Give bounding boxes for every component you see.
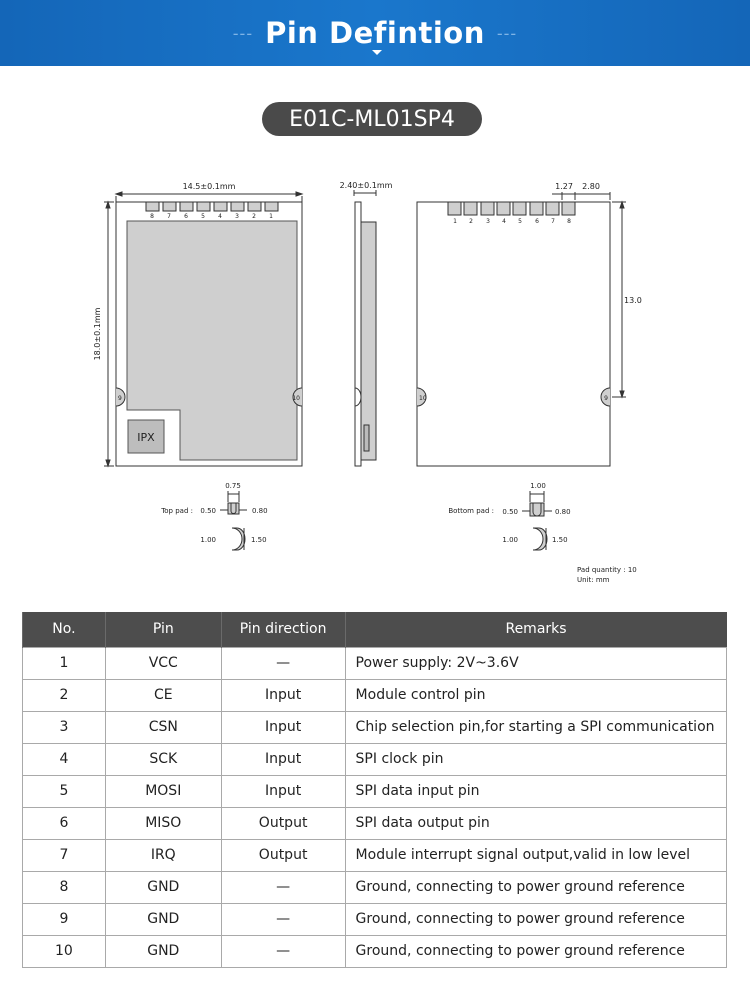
header-no: No. (23, 612, 106, 647)
cell-pin: GND (105, 903, 221, 935)
cell-pin: MISO (105, 807, 221, 839)
cell-pin: SCK (105, 743, 221, 775)
bottom-pad-number: 3 (486, 218, 490, 225)
header-direction: Pin direction (221, 612, 345, 647)
cell-remark: Module control pin (345, 679, 726, 711)
title-banner (0, 0, 750, 66)
cell-no: 6 (23, 807, 106, 839)
bottom-pad-number: 4 (502, 218, 506, 225)
bottom-pad-left-number: 10 (419, 395, 427, 402)
bottom-pad-left: 0.50 (502, 508, 518, 516)
side-view (354, 190, 376, 466)
top-pad-detail (220, 491, 247, 550)
bottom-pad-right-number: 9 (604, 395, 608, 402)
bottom-view (417, 192, 626, 466)
cell-remark: Ground, connecting to power ground reference (345, 935, 726, 967)
title-decor-right: --- (496, 23, 518, 43)
table-row (23, 871, 727, 903)
table-header-row (23, 612, 727, 647)
side-thickness-dim: 2.40±0.1mm (339, 181, 393, 190)
top-pad-number: 3 (235, 213, 239, 220)
bottom-pad-number: 5 (518, 218, 522, 225)
top-pad-number: 1 (269, 213, 273, 220)
bottom-pad-number: 2 (469, 218, 473, 225)
table-row (23, 679, 727, 711)
top-pad-number: 4 (218, 213, 222, 220)
cell-no: 2 (23, 679, 106, 711)
cell-pin: IRQ (105, 839, 221, 871)
table-row (23, 647, 727, 679)
header-remarks: Remarks (345, 612, 726, 647)
cell-no: 1 (23, 647, 106, 679)
cell-no: 7 (23, 839, 106, 871)
cell-remark: SPI data input pin (345, 775, 726, 807)
cell-remark: SPI clock pin (345, 743, 726, 775)
bottom-pad-round-left: 1.00 (502, 536, 518, 544)
top-pad-number: 8 (150, 213, 154, 220)
cell-pin: VCC (105, 647, 221, 679)
bottom-pad-round-right: 1.50 (552, 536, 568, 544)
top-pad-right-number: 10 (292, 395, 300, 402)
bottom-pad-right: 0.80 (555, 508, 571, 516)
table-row (23, 935, 727, 967)
cell-no: 9 (23, 903, 106, 935)
top-pad-number: 7 (167, 213, 171, 220)
table-row (23, 807, 727, 839)
bottom-height-dim: 13.0 (624, 296, 642, 305)
bottom-offset-dim: 2.80 (582, 182, 600, 191)
cell-direction: Output (221, 839, 345, 871)
cell-remark: Module interrupt signal output,valid in low level (345, 839, 726, 871)
cell-remark: Ground, connecting to power ground reference (345, 871, 726, 903)
top-pad-right: 0.80 (252, 507, 268, 515)
cell-no: 4 (23, 743, 106, 775)
top-view (104, 192, 302, 466)
bottom-pad-label: Bottom pad : (448, 507, 494, 515)
cell-direction: — (221, 903, 345, 935)
cell-remark: Chip selection pin,for starting a SPI communication (345, 711, 726, 743)
cell-no: 3 (23, 711, 106, 743)
cell-remark: SPI data output pin (345, 807, 726, 839)
bottom-pad-number: 6 (535, 218, 539, 225)
bottom-pad-number: 8 (567, 218, 571, 225)
cell-direction: Input (221, 711, 345, 743)
cell-direction: Output (221, 807, 345, 839)
cell-pin: GND (105, 871, 221, 903)
cell-no: 8 (23, 871, 106, 903)
unit-note: Unit: mm (577, 576, 610, 584)
table-row (23, 839, 727, 871)
top-pad-number: 5 (201, 213, 205, 220)
top-height-dim: 18.0±0.1mm (93, 307, 102, 361)
cell-direction: Input (221, 743, 345, 775)
cell-pin: CE (105, 679, 221, 711)
bottom-pad-number: 1 (453, 218, 457, 225)
cell-direction: — (221, 871, 345, 903)
top-pad-left: 0.50 (200, 507, 216, 515)
cell-remark: Ground, connecting to power ground reference (345, 903, 726, 935)
top-pad-w: 0.75 (225, 482, 241, 490)
pad-quantity-note: Pad quantity : 10 (577, 566, 637, 574)
top-width-dim: 14.5±0.1mm (182, 182, 236, 191)
cell-pin: GND (105, 935, 221, 967)
bottom-pad-detail (522, 491, 552, 550)
cell-pin: MOSI (105, 775, 221, 807)
header-pin: Pin (105, 612, 221, 647)
table-row (23, 711, 727, 743)
cell-no: 5 (23, 775, 106, 807)
cell-direction: — (221, 647, 345, 679)
cell-direction: Input (221, 775, 345, 807)
table-row (23, 743, 727, 775)
pin-definition-table (22, 612, 727, 968)
top-pad-label: Top pad : (161, 507, 193, 515)
cell-direction: Input (221, 679, 345, 711)
top-pad-left-number: 9 (118, 395, 122, 402)
caret-down-icon (372, 50, 382, 55)
model-name-badge: E01C-ML01SP4 (262, 102, 482, 136)
top-pad-number: 6 (184, 213, 188, 220)
bottom-pitch-dim: 1.27 (555, 182, 573, 191)
bottom-pad-number: 7 (551, 218, 555, 225)
cell-direction: — (221, 935, 345, 967)
top-pad-round-left: 1.00 (200, 536, 216, 544)
cell-remark: Power supply: 2V~3.6V (345, 647, 726, 679)
cell-pin: CSN (105, 711, 221, 743)
top-pad-number: 2 (252, 213, 256, 220)
title-decor-left: --- (232, 23, 254, 43)
top-pad-round-right: 1.50 (251, 536, 267, 544)
table-row (23, 903, 727, 935)
mechanical-drawing (0, 150, 750, 590)
cell-no: 10 (23, 935, 106, 967)
table-row (23, 775, 727, 807)
bottom-pad-w: 1.00 (530, 482, 546, 490)
ipx-label: IPX (137, 431, 155, 444)
page-title: Pin Defintion (265, 16, 485, 50)
